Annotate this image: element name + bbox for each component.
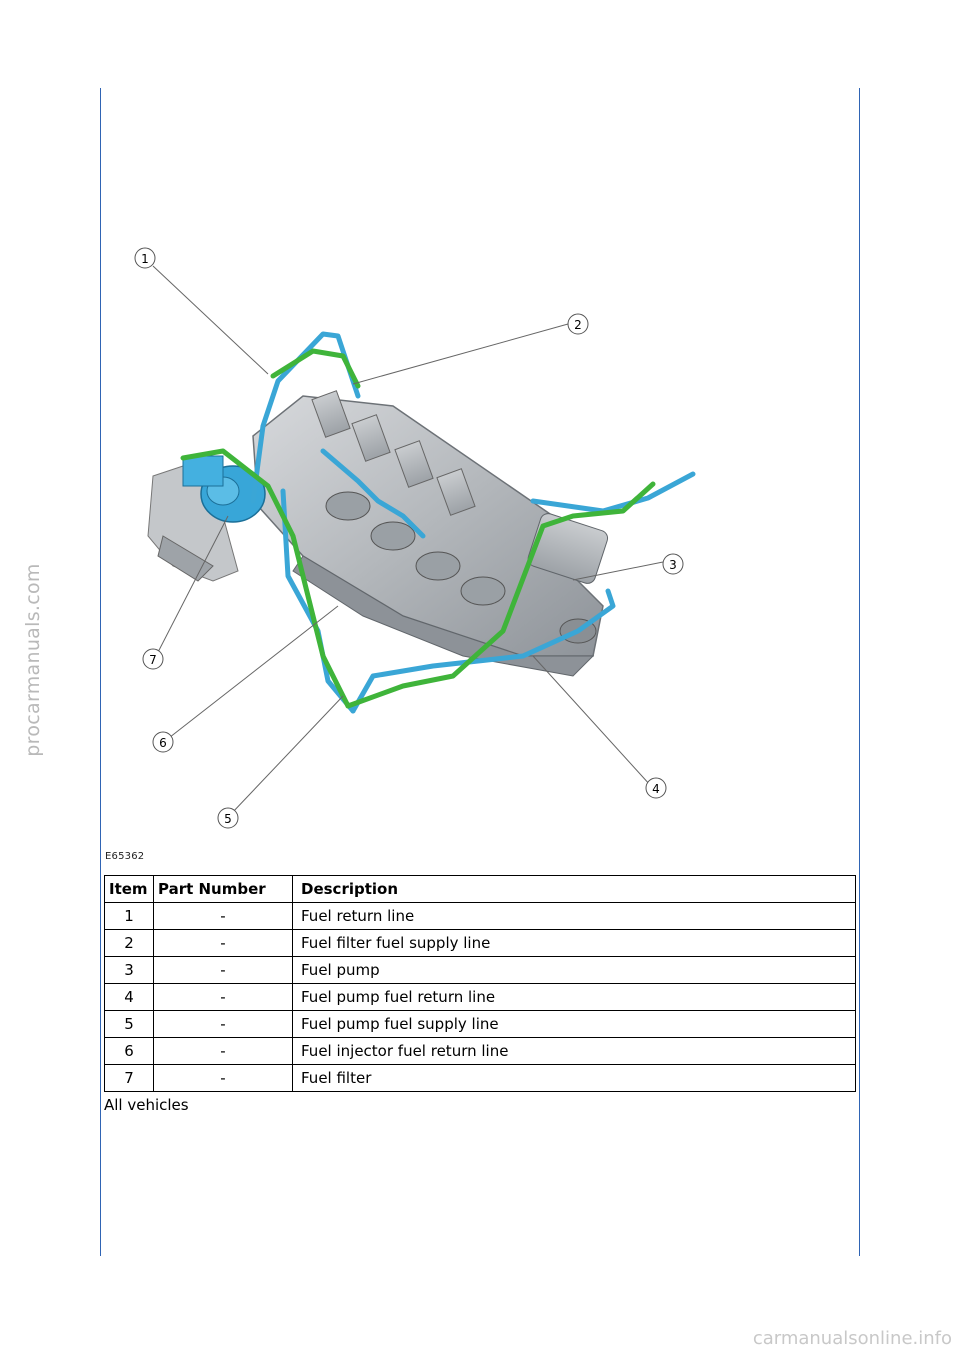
row-description: Fuel pump fuel supply line xyxy=(293,1011,856,1038)
row-item: 3 xyxy=(105,957,154,984)
callout-6 xyxy=(153,732,173,752)
row-item: 2 xyxy=(105,930,154,957)
table-row xyxy=(105,984,856,1011)
row-part-number: - xyxy=(154,903,293,930)
row-description: Fuel pump xyxy=(293,957,856,984)
svg-text:6: 6 xyxy=(159,736,167,750)
svg-text:1: 1 xyxy=(141,252,149,266)
row-description: Fuel pump fuel return line xyxy=(293,984,856,1011)
bottom-watermark: carmanualsonline.info xyxy=(752,1328,952,1349)
svg-text:7: 7 xyxy=(149,653,157,667)
left-margin-rule xyxy=(100,88,101,1256)
svg-text:3: 3 xyxy=(669,558,677,572)
callout-4 xyxy=(646,778,666,798)
row-item: 4 xyxy=(105,984,154,1011)
applicability-note: All vehicles xyxy=(104,1096,189,1114)
row-part-number: - xyxy=(154,984,293,1011)
table-row xyxy=(105,1038,856,1065)
table-row xyxy=(105,1011,856,1038)
table-row xyxy=(105,903,856,930)
table-row xyxy=(105,1065,856,1092)
parts-table xyxy=(104,875,856,1092)
table-header-row xyxy=(105,876,856,903)
row-part-number: - xyxy=(154,957,293,984)
figure-code: E65362 xyxy=(105,851,145,862)
svg-text:5: 5 xyxy=(224,812,232,826)
row-part-number: - xyxy=(154,1011,293,1038)
engine-cylinder-head xyxy=(253,391,610,676)
right-margin-rule xyxy=(859,88,860,1256)
row-item: 6 xyxy=(105,1038,154,1065)
row-description: Fuel filter fuel supply line xyxy=(293,930,856,957)
callout-7 xyxy=(143,649,163,669)
table-row xyxy=(105,957,856,984)
row-part-number: - xyxy=(154,1065,293,1092)
header-description: Description xyxy=(293,876,856,903)
callout-3 xyxy=(663,554,683,574)
row-description: Fuel injector fuel return line xyxy=(293,1038,856,1065)
callout-5 xyxy=(218,808,238,828)
row-part-number: - xyxy=(154,1038,293,1065)
fuel-system-illustration xyxy=(103,236,723,866)
row-description: Fuel filter xyxy=(293,1065,856,1092)
row-item: 7 xyxy=(105,1065,154,1092)
callout-2 xyxy=(568,314,588,334)
side-watermark: procarmanuals.com xyxy=(22,563,44,757)
table-row xyxy=(105,930,856,957)
row-item: 1 xyxy=(105,903,154,930)
header-part-number: Part Number xyxy=(154,876,293,903)
row-item: 5 xyxy=(105,1011,154,1038)
row-description: Fuel return line xyxy=(293,903,856,930)
svg-text:4: 4 xyxy=(652,782,660,796)
callout-1 xyxy=(135,248,155,268)
header-item: Item xyxy=(105,876,154,903)
row-part-number: - xyxy=(154,930,293,957)
svg-text:2: 2 xyxy=(574,318,582,332)
